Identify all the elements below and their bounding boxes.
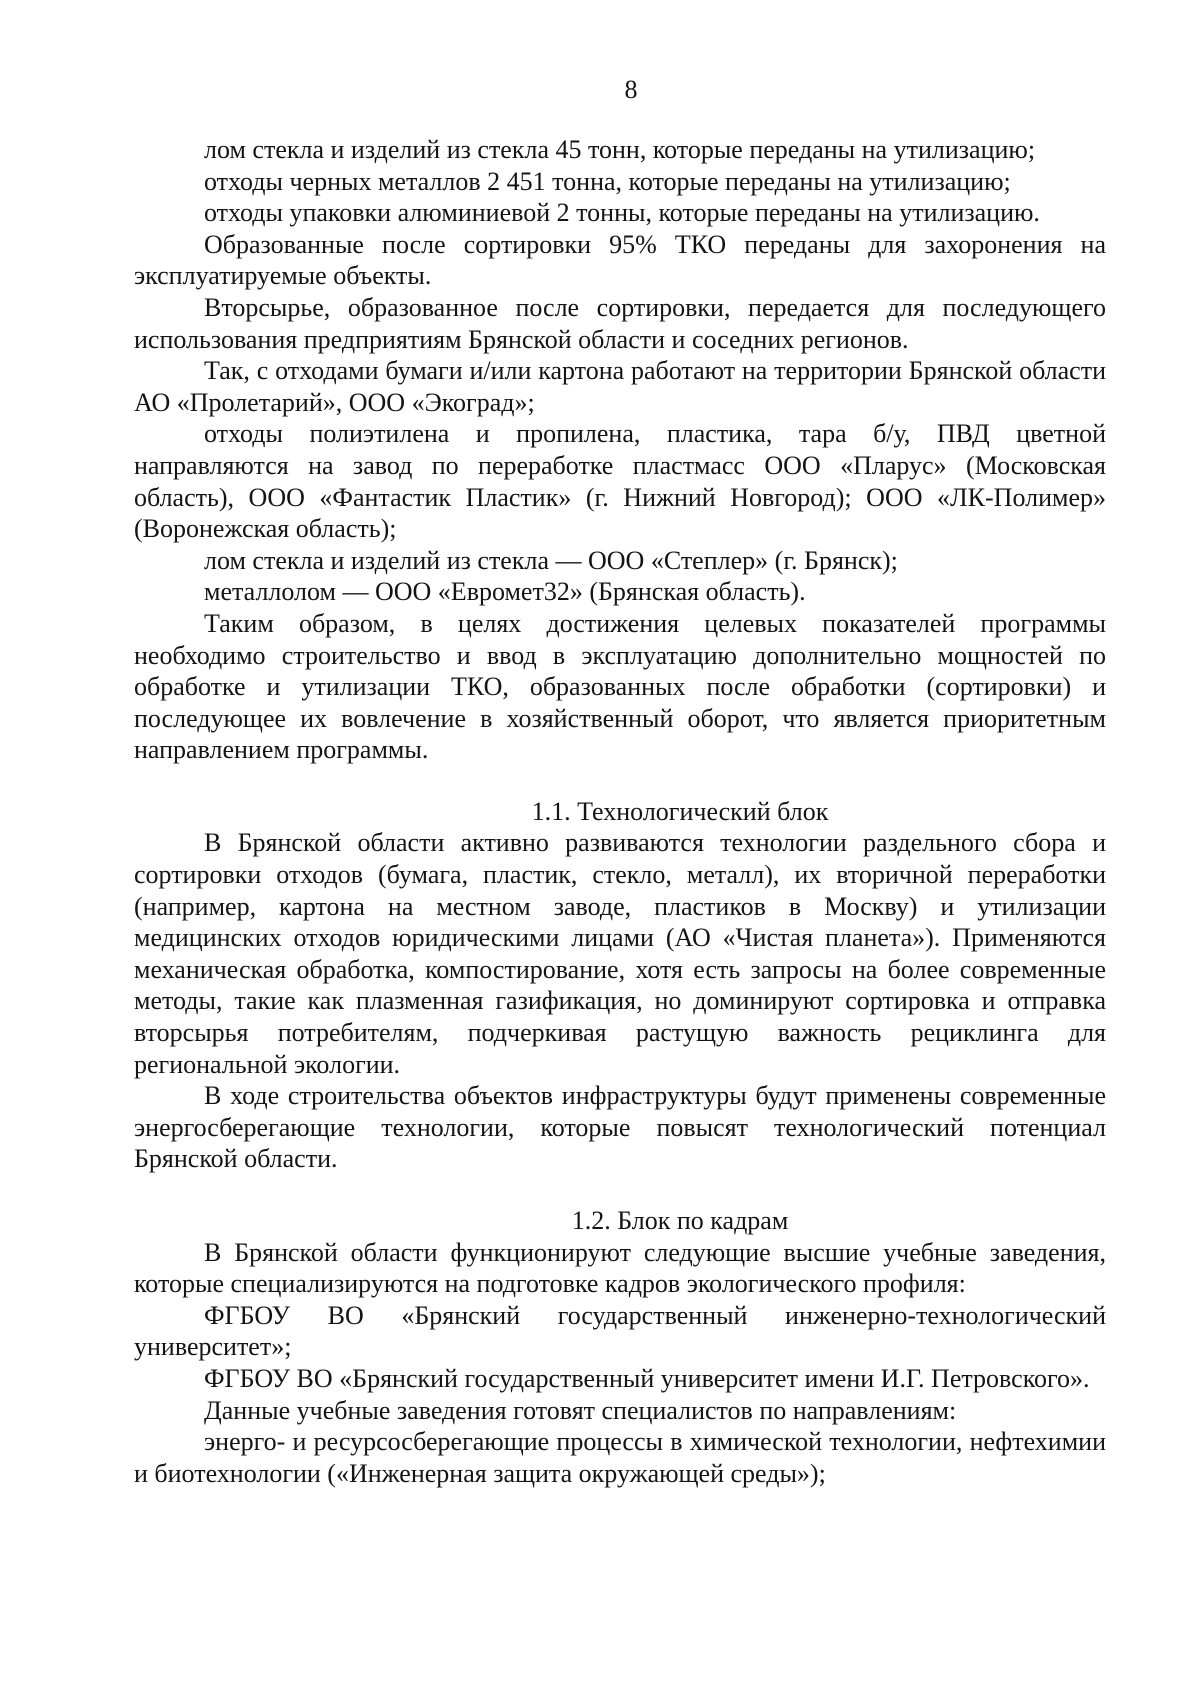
paragraph: Так, с отходами бумаги и/или картона работают на территории Брянской области АО «Пролетарий», ООО «Экоград»; — [134, 356, 1106, 417]
paragraph: лом стекла и изделий из стекла 45 тонн, которые переданы на утилизацию; — [204, 135, 1036, 164]
paragraph: В ходе строительства объектов инфраструктуры будут применены современные энергосберегающие технологии, которые повысят технологический потенциал Брянской области. — [134, 1081, 1106, 1174]
paragraph: ФГБОУ ВО «Брянский государственный инженерно-технологический университет»; — [134, 1300, 1106, 1362]
paragraph: отходы черных металлов 2 451 тонна, которые переданы на утилизацию; — [204, 166, 1011, 196]
paragraph: В Брянской области функционируют следующие высшие учебные заведения, которые специализируются на подготовке кадров экологического профиля: — [134, 1237, 1106, 1299]
section-heading-personnel: 1.2. Блок по кадрам — [571, 1206, 789, 1235]
page-number: 8 — [624, 75, 638, 104]
paragraph: Таким образом, в целях достижения целевых показателей программы необходимо строительство и ввод в эксплуатацию дополнительно мощностей по обработке и утилизации ТКО, образованных после обработки (сортировки) и последующее их вовлечение в хозяйственный оборот, что является приоритетным направлением программы. — [134, 608, 1106, 765]
paragraph: Образованные после сортировки 95% ТКО переданы для захоронения на эксплуатируемые объекты. — [134, 229, 1106, 291]
paragraph: Данные учебные заведения готовят специалистов по направлениям: — [204, 1395, 957, 1425]
section-heading-technology: 1.1. Технологический блок — [531, 796, 829, 826]
paragraph: отходы полиэтилена и пропилена, пластика, тара б/у, ПВД цветной направляются на завод по переработке пластмасс ООО «Пларус» (Московская область), ООО «Фантастик Пластик» (г. Нижний Новгород); ООО «ЛК-Полимер» (Воронежская область); — [134, 419, 1106, 544]
paragraph: В Брянской области активно развиваются технологии раздельного сбора и сортировки отходов (бумага, пластик, стекло, металл), их вторичной переработки (например, картона на местном заводе, пластиков в Москву) и утилизации медицинских отходов юридическими лицами (АО «Чистая планета»). Применяются механическая обработка, компостирование, хотя есть запросы на более современные методы, такие как плазменная газификация, но доминируют сортировка и отправка вторсырья потребителям, подчеркивая растущую важность рециклинга для региональной экологии. — [134, 828, 1106, 1079]
paragraph: энерго- и ресурсосберегающие процессы в химической технологии, нефтехимии и биотехнологии («Инженерная защита окружающей среды»); — [134, 1427, 1106, 1488]
paragraph: ФГБОУ ВО «Брянский государственный университет имени И.Г. Петровского». — [204, 1363, 1090, 1393]
paragraph: Вторсырье, образованное после сортировки, передается для последующего использования предприятиям Брянской области и соседних регионов. — [134, 292, 1106, 354]
paragraph: лом стекла и изделий из стекла — ООО «Степлер» (г. Брянск); — [204, 545, 898, 575]
paragraph: металлолом — ООО «Евромет32» (Брянская область). — [204, 577, 806, 607]
paragraph: отходы упаковки алюминиевой 2 тонны, которые переданы на утилизацию. — [204, 198, 1040, 228]
document-body — [134, 134, 1106, 1489]
